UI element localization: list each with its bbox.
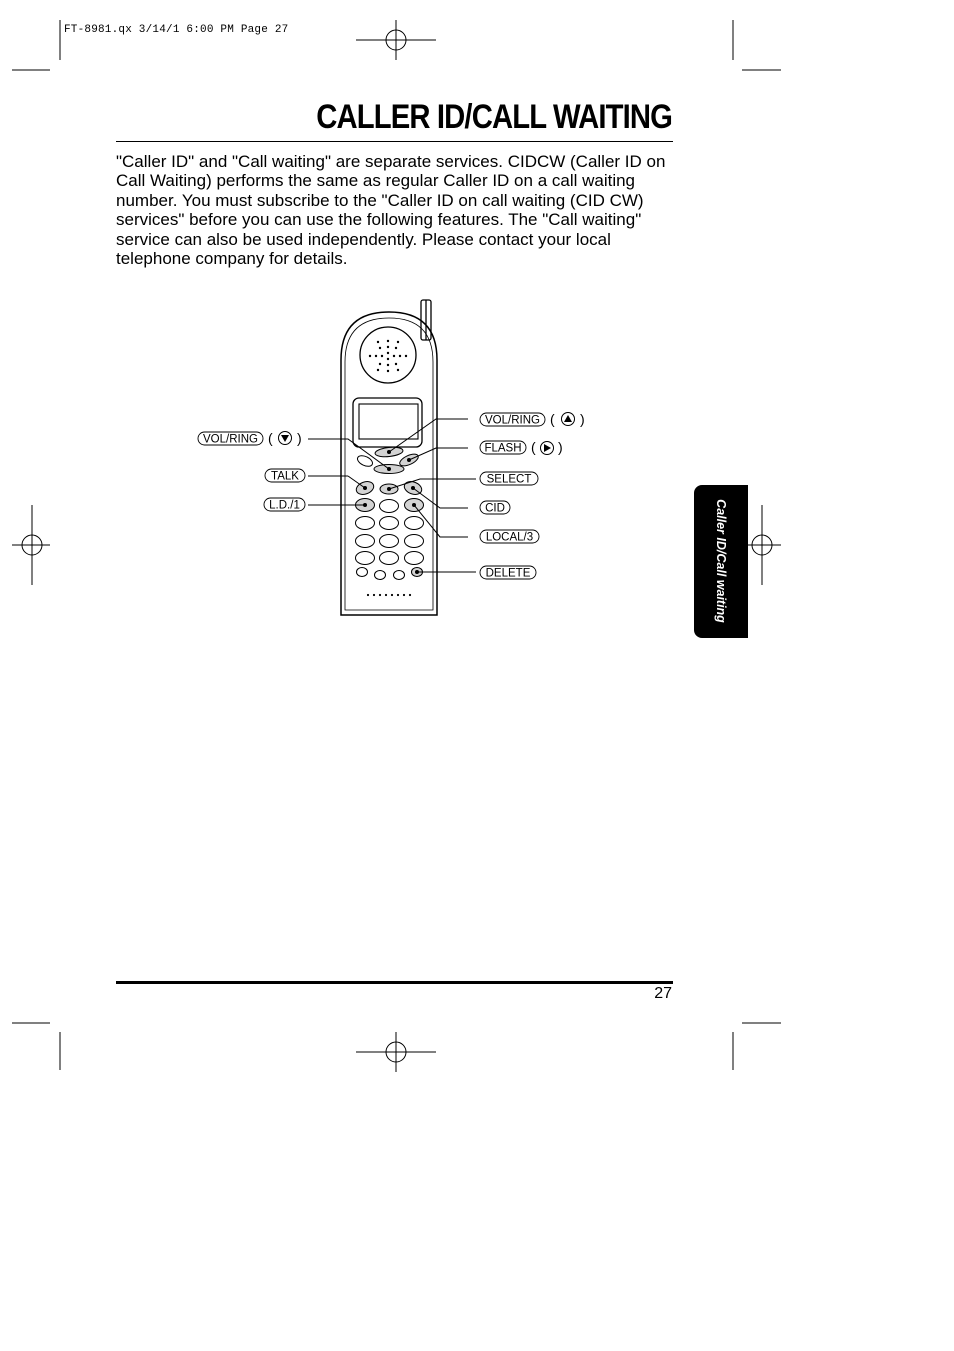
keypad	[354, 446, 423, 579]
label-flash	[480, 439, 563, 455]
label-text: VOL/RING	[485, 414, 540, 427]
label-delete	[480, 566, 536, 580]
label-vol-ring-up	[480, 411, 585, 427]
section-side-tab	[694, 485, 748, 638]
leader-lines	[308, 419, 476, 572]
intro-paragraph: "Caller ID" and "Call waiting" are separate services. CIDCW (Caller ID on Call Waiting) performs the same as regular Caller ID on a call waiting number. You must subscribe to the "Caller ID on call waiting (CID CW) services" before you can use the following features. The "Call waiting" service can also be used independently. Please contact your local telephone company for details.	[116, 152, 666, 269]
label-text: TALK	[271, 470, 299, 483]
label-vol-ring-down	[198, 430, 302, 446]
label-text: L.D./1	[269, 499, 300, 512]
label-ld	[264, 498, 305, 512]
side-tab-label: Caller ID/Call waiting	[714, 499, 728, 623]
label-text: SELECT	[486, 473, 532, 486]
label-text: FLASH	[484, 442, 522, 455]
label-text: DELETE	[485, 567, 531, 580]
label-talk	[265, 469, 305, 483]
paren-open: (	[268, 430, 273, 446]
label-local	[480, 530, 539, 544]
earpiece-holes	[369, 340, 407, 372]
footer-rule	[116, 981, 673, 984]
label-text: VOL/RING	[203, 433, 258, 446]
paren-close: )	[558, 439, 563, 455]
page-title: CALLER ID/CALL WAITING	[316, 98, 672, 136]
paren-open: (	[531, 439, 536, 455]
label-text: LOCAL/3	[485, 531, 534, 544]
label-cid	[480, 501, 510, 515]
paren-close: )	[580, 411, 585, 427]
microphone-holes	[367, 594, 411, 596]
label-text: CID	[485, 502, 505, 515]
paren-open: (	[550, 411, 555, 427]
paren-close: )	[297, 430, 302, 446]
print-slug: FT-8981.qx 3/14/1 6:00 PM Page 27	[64, 24, 289, 36]
key-2	[380, 500, 399, 513]
label-select	[480, 472, 538, 486]
page-number: 27	[654, 985, 672, 1002]
